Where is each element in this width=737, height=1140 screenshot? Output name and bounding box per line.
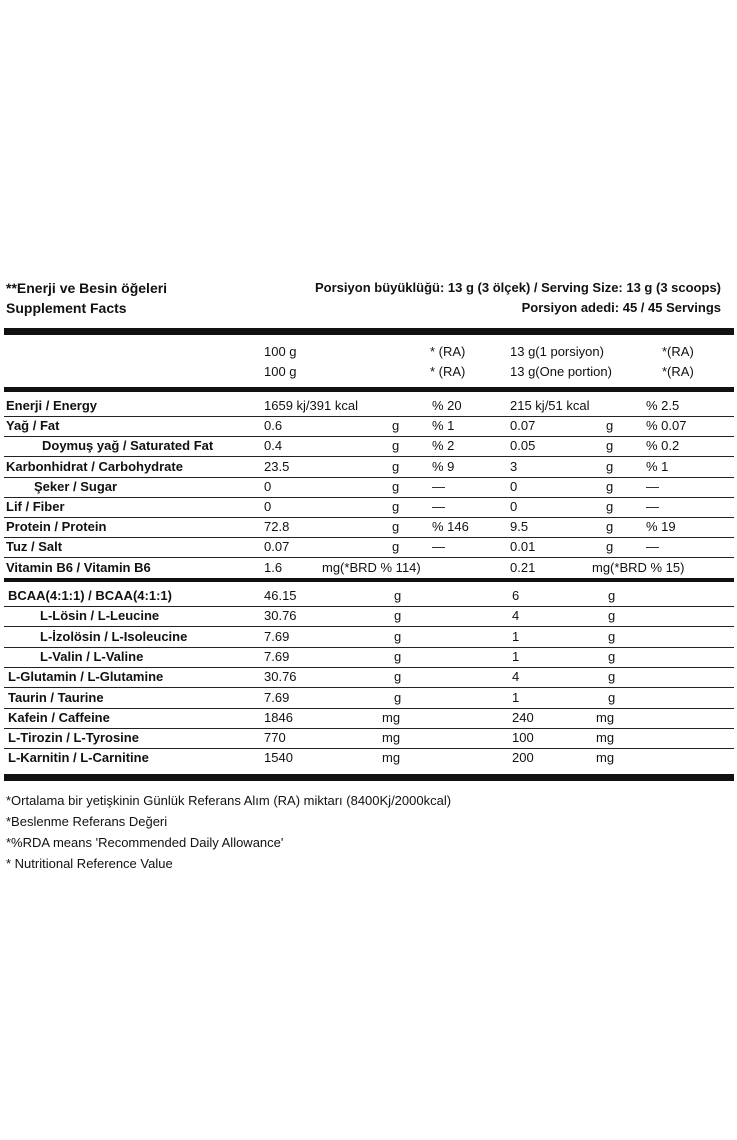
unit-per-portion: g [606,519,614,535]
ra-per-portion: — [646,478,659,494]
col-header-100g: 100 g [264,344,297,359]
value-per-100g: 72.8 [264,519,290,535]
unit-per-portion: g [606,438,614,454]
amino-name: Taurin / Taurine [8,689,104,705]
table-row [4,627,734,648]
unit-per-100g: g [394,588,402,603]
unit-per-portion: g [608,588,616,603]
unit-per-100g: mg [382,730,401,746]
unit-per-100g: g [394,689,402,705]
unit-per-100g: g [392,539,400,555]
unit-per-100g: g [392,418,400,434]
unit-per-portion: g [608,608,616,624]
ra-per-100g: % 2 [432,438,455,454]
unit-per-100g: g [392,438,400,454]
ra-per-portion: % 19 [646,519,676,535]
col-header-ra-portion: *(RA) [662,344,694,359]
nutrient-name: Karbonhidrat / Carbohydrate [6,458,183,474]
unit-per-portion: g [606,539,614,555]
value-per-100g: 7.69 [264,628,290,644]
value-per-100g: 0.6 [264,418,283,434]
unit-per-portion: mg [596,730,615,746]
amino-name: L-Karnitin / L-Carnitine [8,750,149,766]
unit-per-100g: mg [382,709,401,725]
amino-name: L-İzolösin / L-Isoleucine [40,628,188,644]
section-rule [4,578,734,582]
table-row [4,586,734,607]
amino-name: L-Glutamin / L-Glutamine [8,669,164,685]
value-per-portion: 215 kj/51 kcal [510,398,590,413]
unit-per-100g: g [392,499,400,514]
value-per-portion: 4 [512,669,520,685]
unit-per-portion: g [606,458,614,474]
table-row [4,497,734,518]
ra-per-100g: % 9 [432,458,455,474]
unit-per-100g: mg [382,750,401,766]
value-per-100g: 1846 [264,709,293,725]
serving-info [315,278,721,318]
ra-per-100g: — [432,499,445,514]
value-per-portion: 0.01 [510,539,536,555]
amino-name: L-Tirozin / L-Tyrosine [8,730,139,746]
col-header-100g-en: 100 g [264,364,297,379]
table-row [4,667,734,688]
unit-per-100g: g [394,628,402,644]
table-row [4,457,734,478]
value-per-portion: 4 [512,608,520,624]
col-header-portion-en: 13 g(One portion) [510,364,612,379]
value-per-100g: 30.76 [264,669,297,685]
table-row [4,477,734,498]
nutrient-name: Protein / Protein [6,519,107,535]
ra-per-100g: % 1 [432,418,455,434]
table-row [4,537,734,558]
title-turkish: **Enerji ve Besin öğeleri [6,280,168,296]
value-per-100g: 1.6 [264,559,283,575]
amino-name: BCAA(4:1:1) / BCAA(4:1:1) [8,588,172,603]
table-row [4,647,734,668]
unit-per-portion: g [608,628,616,644]
value-per-100g: 0 [264,499,272,514]
value-per-portion: 0 [510,499,518,514]
value-per-portion: 0.05 [510,438,536,454]
nutrient-name: Şeker / Sugar [34,478,118,494]
unit-per-100g: g [392,478,400,494]
table-row [4,416,734,437]
value-per-100g: 1540 [264,750,293,766]
ra-per-100g: — [432,539,445,555]
unit-per-100g: mg(*BRD % 114) [322,559,421,575]
amino-name: L-Valin / L-Valine [40,648,144,664]
value-per-100g: 30.76 [264,608,297,624]
footnotes [6,790,451,874]
amino-name: Kafein / Caffeine [8,709,110,725]
value-per-portion: 1 [512,648,520,664]
table-row [4,396,734,417]
servings-count: Porsiyon adedi: 45 / 45 Servings [521,300,721,315]
ra-per-portion: % 0.2 [646,438,680,454]
table-row [4,688,734,709]
unit-per-portion: g [608,669,616,685]
unit-per-portion: g [606,478,614,494]
table-row [4,517,734,538]
value-per-portion: 6 [512,588,520,603]
nutrient-name: Tuz / Salt [6,539,63,555]
ra-per-portion: % 1 [646,458,669,474]
footnote-rda: *%RDA means 'Recommended Daily Allowance' [6,835,284,850]
unit-per-portion: mg(*BRD % 15) [592,559,685,575]
nutrient-name: Enerji / Energy [6,398,98,413]
title-english: Supplement Facts [6,300,127,316]
unit-per-portion: g [608,648,616,664]
table-row [4,728,734,749]
value-per-portion: 0.21 [510,559,536,575]
value-per-100g: 0 [264,478,272,494]
value-per-portion: 1 [512,628,520,644]
unit-per-100g: g [392,519,400,535]
ra-per-portion: % 0.07 [646,418,687,434]
footnote-nrv: * Nutritional Reference Value [6,856,173,871]
value-per-100g: 7.69 [264,648,290,664]
table-row [4,606,734,627]
unit-per-100g: g [394,608,402,624]
table-row [4,558,734,578]
value-per-100g: 46.15 [264,588,297,603]
footnote-brd: *Beslenme Referans Değeri [6,814,168,829]
header-rule [4,387,734,392]
col-header-ra-en: * (RA) [430,364,466,379]
value-per-100g: 23.5 [264,458,290,474]
nutrient-name: Lif / Fiber [6,499,65,514]
nutrient-name: Vitamin B6 / Vitamin B6 [6,559,151,575]
unit-per-portion: g [606,418,614,434]
value-per-100g: 0.4 [264,438,283,454]
unit-per-100g: g [392,458,400,474]
label-title [6,278,167,318]
value-per-portion: 9.5 [510,519,529,535]
col-header-ra-portion-en: *(RA) [662,364,694,379]
value-per-portion: 0 [510,478,518,494]
footnote-ra: *Ortalama bir yetişkinin Günlük Referans Alım (RA) miktarı (8400Kj/2000kcal) [6,793,452,808]
col-header-ra: * (RA) [430,344,466,359]
value-per-100g: 7.69 [264,689,290,705]
ra-per-portion: — [646,499,659,514]
value-per-100g: 770 [264,730,286,746]
ra-per-100g: % 146 [432,519,469,535]
value-per-portion: 1 [512,689,520,705]
ra-per-100g: — [432,478,445,494]
value-per-portion: 100 [512,730,534,746]
value-per-portion: 3 [510,458,518,474]
nutrient-name: Yağ / Fat [6,418,60,434]
col-header-portion: 13 g(1 porsiyon) [510,344,604,359]
ra-per-100g: % 20 [432,398,462,413]
ra-per-portion: % 2.5 [646,398,680,413]
value-per-portion: 200 [512,750,534,766]
unit-per-portion: mg [596,709,615,725]
value-per-portion: 240 [512,709,534,725]
value-per-100g: 1659 kj/391 kcal [264,398,358,413]
unit-per-portion: g [608,689,616,705]
table-row [4,748,734,768]
unit-per-100g: g [394,648,402,664]
bottom-rule [4,774,734,781]
unit-per-portion: mg [596,750,615,766]
value-per-100g: 0.07 [264,539,290,555]
table-row [4,436,734,457]
unit-per-portion: g [606,499,614,514]
ra-per-portion: — [646,539,659,555]
nutrient-name: Doymuş yağ / Saturated Fat [42,438,214,454]
amino-name: L-Lösin / L-Leucine [40,608,160,624]
unit-per-100g: g [394,669,402,685]
value-per-portion: 0.07 [510,418,536,434]
top-rule [4,328,734,335]
table-row [4,708,734,729]
serving-size: Porsiyon büyüklüğü: 13 g (3 ölçek) / Serving Size: 13 g (3 scoops) [315,280,721,295]
